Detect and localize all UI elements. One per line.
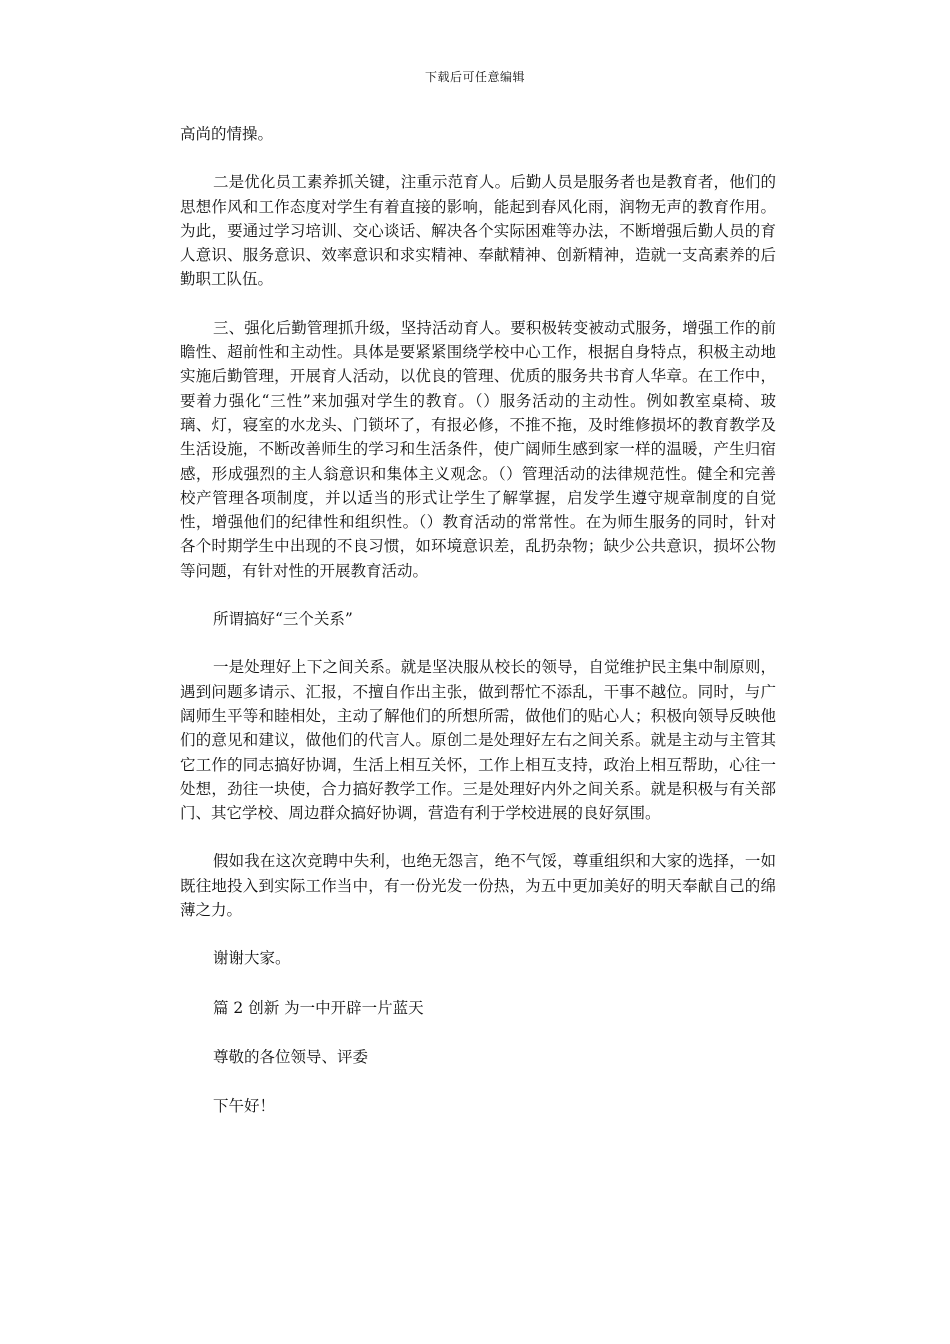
paragraph-staff-quality: 二是优化员工素养抓关键，注重示范育人。后勤人员是服务者也是教育者，他们的思想作风和工作态度对学生有着直接的影响，能起到春风化雨，润物无声的教育作用。为此，要通过学习培训、交心谈话、解决各个实际困难等办法，不断增强后勤人员的育人意识、服务意识、效率意识和求实精神、奉献精神、创新精神，造就一支高素养的后勤职工队伍。 [180,173,776,289]
paragraph-three-relations-heading: 所谓搞好“三个关系” [213,610,353,629]
section-title: 篇 2 创新 为一中开辟一片蓝天 [213,998,424,1017]
paragraph-relations-detail: 一是处理好上下之间关系。就是坚决服从校长的领导，自觉维护民主集中制原则，遇到问题多请示、汇报，不擅自作出主张，做到帮忙不添乱，干事不越位。同时，与广阔师生平等和睦相处，主动了解他们的所想所需，做他们的贴心人；积极向领导反映他们的意见和建议，做他们的代言人。原创二是处理好左右之间关系。就是主动与主管其它工作的同志搞好协调，生活上相互关怀，工作上相互支持，政治上相互帮助，心往一处想，劲往一块使，合力搞好教学工作。三是处理好内外之间关系。就是积极与有关部门、其它学校、周边群众搞好协调，营造有利于学校进展的良好氛围。 [180,658,776,823]
page-header: 下载后可任意编辑 [424,70,525,84]
paragraph-salutation: 尊敬的各位领导、评委 [213,1047,369,1066]
paragraph-greeting: 下午好！ [213,1097,276,1116]
paragraph-closing-statement: 假如我在这次竞聘中失利，也绝无怨言，绝不气馁，尊重组织和大家的选择，一如既往地投入到实际工作当中，有一份光发一份热，为五中更加美好的明天奉献自己的绵薄之力。 [180,852,776,920]
paragraph-continuation: 高尚的情操。 [180,125,274,143]
paragraph-logistics-management: 三、强化后勤管理抓升级，坚持活动育人。要积极转变被动式服务，增强工作的前瞻性、超前性和主动性。具体是要紧紧围绕学校中心工作，根据自身特点，积极主动地实施后勤管理，开展育人活动，以优良的管理、优质的服务共书育人华章。在工作中，要着力强化“三性”来加强对学生的教育。（）服务活动的主动性。例如教室桌椅、玻璃、灯，寝室的水龙头、门锁坏了，有报必修，不推不拖，及时维修损坏的教育教学及生活设施，不断改善师生的学习和生活条件，使广阔师生感到家一样的温暖，产生归宿感，形成强烈的主人翁意识和集体主义观念。（）管理活动的法律规范性。健全和完善校产管理各项制度，并以适当的形式让学生了解掌握，启发学生遵守规章制度的自觉性，增强他们的纪律性和组织性。（）教育活动的常常性。在为师生服务的同时，针对各个时期学生中出现的不良习惯，如环境意识差，乱扔杂物；缺少公共意识，损坏公物等问题，有针对性的开展教育活动。 [180,318,776,580]
paragraph-thanks: 谢谢大家。 [213,949,291,968]
document-body [180,122,776,1144]
